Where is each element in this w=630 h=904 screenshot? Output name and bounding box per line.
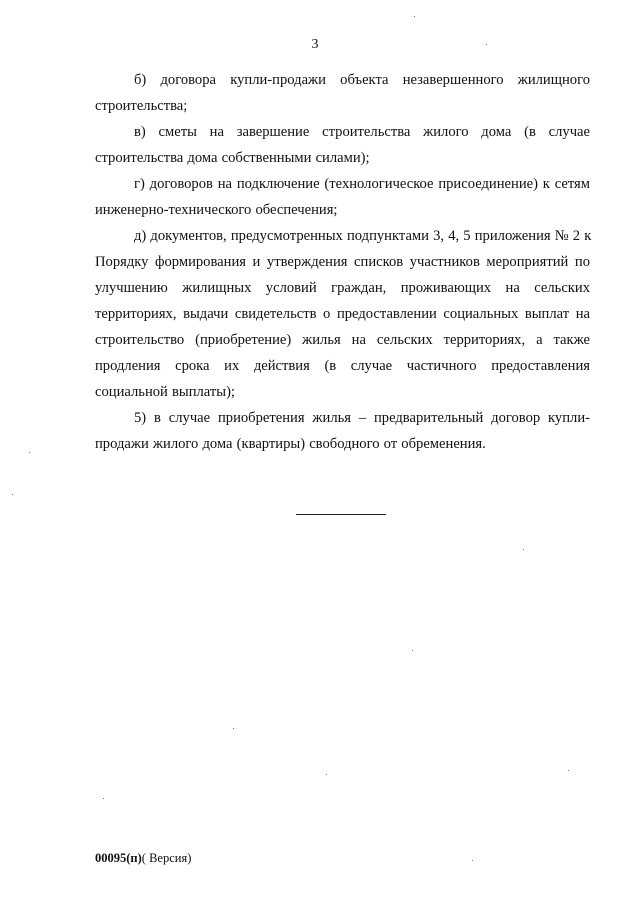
scan-speck [414, 16, 415, 17]
scan-speck [568, 770, 569, 771]
footer [95, 850, 191, 866]
version-label: ( Версия) [141, 851, 192, 865]
scan-speck [486, 44, 487, 45]
document-body [95, 67, 590, 457]
scan-speck [233, 728, 234, 729]
text-line: в) сметы на завершение строительства жилого дома (в случае [134, 124, 590, 140]
text-line: инженерно-технического обеспечения; [95, 202, 338, 218]
paragraph-g [95, 171, 590, 223]
paragraph-b [95, 67, 590, 119]
scan-speck [29, 452, 30, 453]
scan-speck [326, 774, 327, 775]
scan-speck [523, 549, 524, 550]
paragraph-v [95, 119, 590, 171]
text-line: 5) в случае приобретения жилья – предварительный договор купли- [134, 410, 590, 426]
text-line: строительства дома собственными силами); [95, 150, 370, 166]
text-line: строительство (приобретение) жилья на сельских территориях, а также [95, 332, 590, 348]
text-line: г) договоров на подключение (технологическое присоединение) к сетям [134, 176, 590, 192]
scan-speck [103, 798, 104, 799]
paragraph-d [95, 223, 590, 405]
text-line: б) договора купли-продажи объекта незавершенного жилищного [134, 72, 590, 88]
scan-speck [472, 860, 473, 861]
scan-speck [412, 650, 413, 651]
paragraph-5 [95, 405, 590, 457]
text-line: Порядку формирования и утверждения списков участников мероприятий по [95, 254, 590, 270]
text-line: д) документов, предусмотренных подпунктами 3, 4, 5 приложения № 2 к [134, 228, 592, 244]
text-line: улучшению жилищных условий граждан, проживающих на сельских [95, 280, 590, 296]
text-line: территориях, выдачи свидетельств о предоставлении социальных выплат на [95, 306, 590, 322]
separator-line [296, 514, 386, 515]
document-code: 00095(п) [95, 851, 142, 865]
text-line: социальной выплаты); [95, 384, 235, 400]
text-line: продления срока их действия (в случае частичного предоставления [95, 358, 590, 374]
text-line: продажи жилого дома (квартиры) свободного от обременения. [95, 436, 486, 452]
text-line: строительства; [95, 98, 188, 114]
page-number: 3 [311, 37, 319, 52]
scan-speck [12, 494, 13, 495]
